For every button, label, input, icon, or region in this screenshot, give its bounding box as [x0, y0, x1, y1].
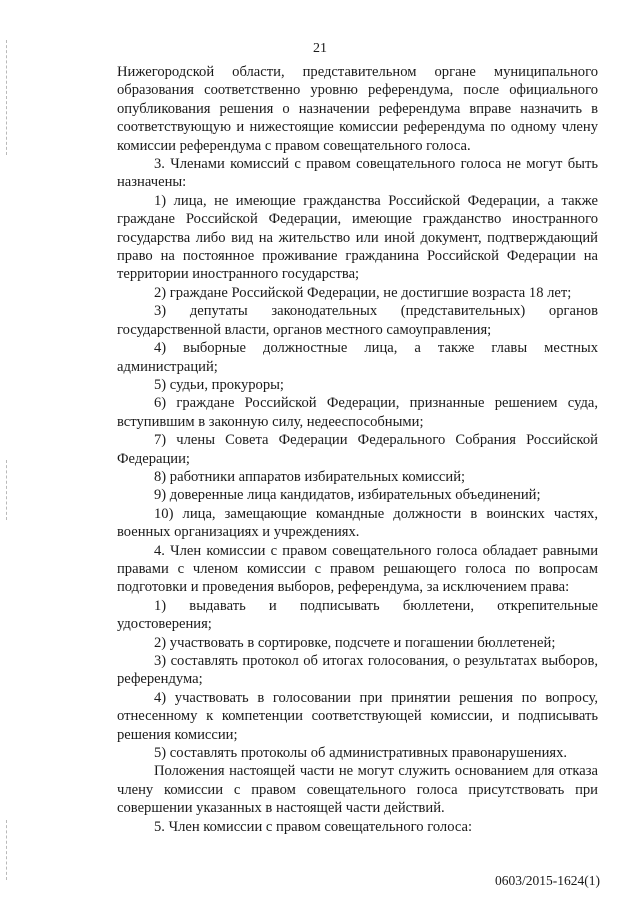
document-paragraph: 2) участвовать в сортировке, подсчете и погашении бюллетеней; [154, 634, 556, 651]
document-body [117, 63, 598, 836]
document-paragraph: Нижегородской области, представительном органе муниципального образования соответственно уровню референдума, после официального опубликования решения о назначении референдума вправе назначить в соответствующую и нижестоящие комиссии референдума по одному члену комиссии референдума с правом совещательного голоса. [117, 64, 598, 154]
document-paragraph: 10) лица, замещающие командные должности в воинских частях, военных организациях и учреждениях. [117, 505, 598, 541]
document-paragraph: 5) составлять протоколы об административных правонарушениях. [154, 745, 568, 762]
document-paragraph: Положения настоящей части не могут служить основанием для отказа члену комиссии с правом совещательного голоса присутствовать при совершении указанных в настоящей части действий. [117, 763, 598, 817]
document-code: 0603/2015-1624(1) [495, 873, 600, 888]
document-paragraph: 3) составлять протокол об итогах голосования, о результатах выборов, референдума; [117, 653, 598, 688]
document-paragraph: 1) лица, не имеющие гражданства Российской Федерации, а также граждане Российской Федерации, имеющие гражданство иностранного государства либо вид на жительство или иной документ, подтверждающий право на постоянное проживание гражданина Российской Федерации на территории иностранного государства; [117, 192, 598, 283]
document-paragraph: 2) граждане Российской Федерации, не достигшие возраста 18 лет; [154, 284, 572, 301]
document-paragraph: 5. Член комиссии с правом совещательного голоса: [154, 818, 473, 835]
document-paragraph: 9) доверенные лица кандидатов, избирательных объединений; [154, 487, 541, 504]
scan-edge-mark [6, 40, 7, 155]
document-paragraph: 4) выборные должностные лица, а также главы местных администраций; [117, 340, 598, 375]
document-paragraph: 6) граждане Российской Федерации, признанные решением суда, вступившим в законную силу, недееспособными; [117, 395, 598, 430]
page-number: 21 [313, 41, 327, 56]
scan-edge-mark [6, 820, 7, 880]
document-paragraph: 3. Членами комиссий с правом совещательного голоса не могут быть назначены: [117, 156, 598, 191]
document-paragraph: 4. Член комиссии с правом совещательного голоса обладает равными правами с членом комиссии с правом решающего голоса по вопросам подготовки и проведения выборов, референдума, за исключением права: [117, 542, 598, 596]
document-paragraph: 7) члены Совета Федерации Федерального Собрания Российской Федерации; [117, 432, 598, 467]
scan-edge-mark [6, 460, 7, 520]
document-paragraph: 3) депутаты законодательных (представительных) органов государственной власти, органов местного самоуправления; [117, 303, 598, 338]
document-paragraph: 4) участвовать в голосовании при принятии решения по вопросу, отнесенному к компетенции соответствующей комиссии, и подписывать решения комиссии; [117, 689, 598, 743]
document-paragraph: 1) выдавать и подписывать бюллетени, открепительные удостоверения; [117, 597, 598, 633]
document-paragraph: 8) работники аппаратов избирательных комиссий; [154, 468, 466, 485]
document-paragraph: 5) судьи, прокуроры; [154, 376, 284, 393]
